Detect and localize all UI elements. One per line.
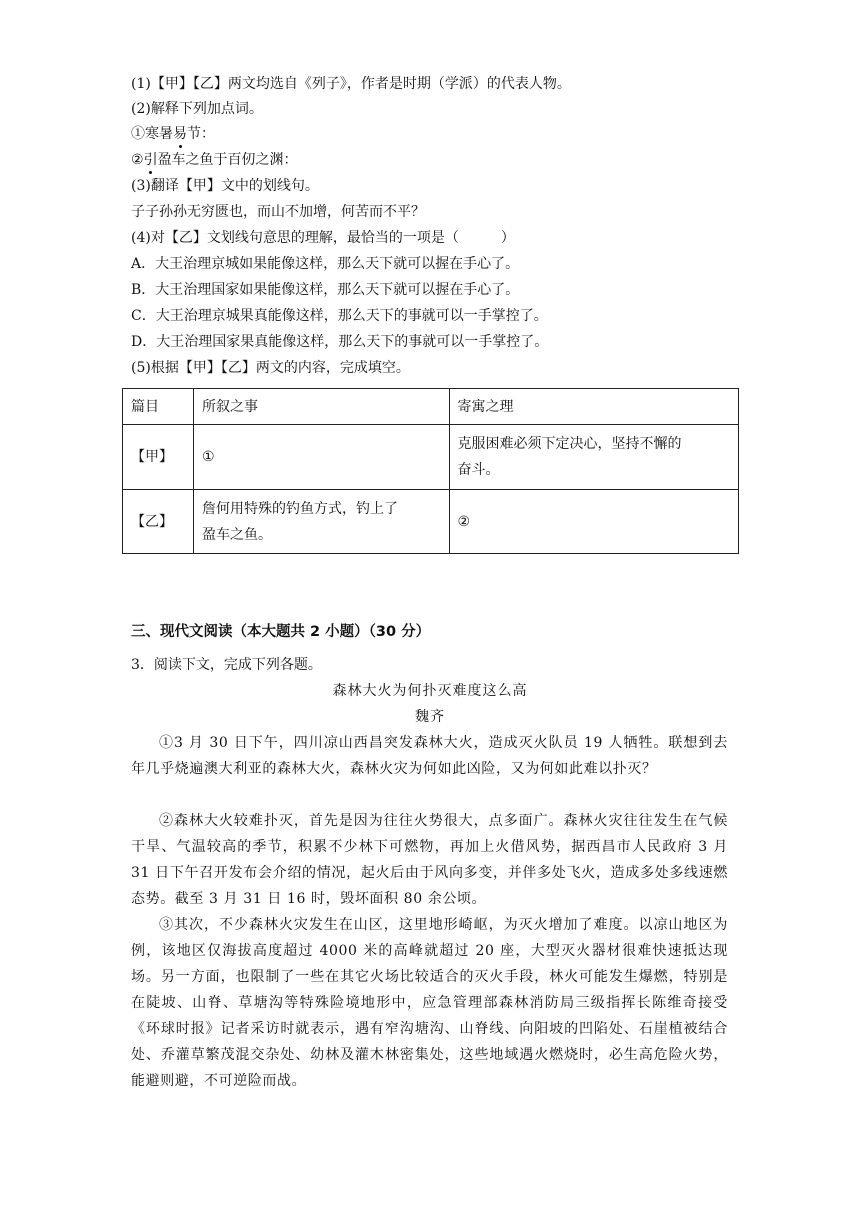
blank-2: ② — [449, 490, 738, 554]
section-title: 三、现代文阅读（本大题共 2 小题）（30 分） — [131, 624, 431, 640]
header-lesson: 寄寓之理 — [449, 389, 738, 425]
question-3-sentence: 子子孙孙无穷匮也，而山不加增，何苦而不平？ — [131, 204, 425, 220]
option-b: B．大王治理国家如果能像这样，那么天下就可以握在手心了。 — [131, 282, 520, 298]
paragraph-2: ②森林大火较难扑灭，首先是因为往往火势很大，点多面广。森林火灾往往发生在气候干旱、气温较高的季节，积累不少林下可燃物，再加上火借风势，据西昌市人民政府 3 月 31 日下午召开发布会介绍的情况，起火后由于风向多变，并伴多处飞火，造成多处多线速燃态势。截至 3 月 31 日 16 时，毁坏面积 80 余公顷。 — [131, 813, 728, 907]
dotted-word: 易 — [173, 126, 187, 142]
table-header-row — [123, 389, 739, 425]
question-3: (3)翻译【甲】文中的划线句。 — [131, 178, 319, 194]
question-2: (2)解释下列加点词。 — [131, 101, 263, 117]
question-4: (4)对【乙】文划线句意思的理解，最恰当的一项是（ ） — [131, 230, 515, 246]
row-label: 【甲】 — [123, 425, 194, 490]
event-line: 盈车之鱼。 — [201, 526, 272, 543]
lesson-line: 克服困难必须下定决心，坚持不懈的 — [457, 436, 682, 452]
option-a: A．大王治理京城如果能像这样，那么天下就可以握在手心了。 — [131, 256, 520, 272]
paragraph-3: ③其次，不少森林火灾发生在山区，这里地形崎岖，为灭火增加了难度。以凉山地区为例，该地区仅海拔高度超过 4000 米的高峰就超过 20 座，大型灭火器材很难快速抵达现场。另一方面，也限制了一些在其它火场比较适合的灭火手段，林火可能发生爆燃，特别是在陡坡、山脊、草塘沟等特殊险境地形中，应急管理部森林消防局三级指挥长陈维奇接受《环球时报》记者采访时就表示，遇有窄沟塘沟、山脊线、向阳坡的凹陷处、石崖植被结合处、乔灌草繁茂混交杂处、幼林及灌木林密集处，这些地域遇火燃烧时，必生高危险火势，能避则避，不可逆险而战。 — [131, 917, 728, 1089]
item-suffix: 节： — [187, 126, 215, 142]
header-event: 所叙之事 — [193, 389, 449, 425]
question-5: (5)根据【甲】【乙】两文的内容，完成填空。 — [131, 360, 410, 376]
fill-in-table — [122, 388, 739, 554]
blank-1: ① — [193, 425, 449, 490]
event-line: 詹何用特殊的钓鱼方式，钓上了 — [201, 500, 398, 517]
row-lesson — [449, 425, 738, 490]
paragraph-1: ①3 月 30 日下午，四川凉山西昌突发森林大火，造成灭火队员 19 人牺牲。联想到去年几乎烧遍澳大利亚的森林大火，森林火灾为何如此凶险，又为何如此难以扑灭？ — [131, 735, 728, 777]
article-author: 魏齐 — [415, 709, 445, 725]
option-d: D．大王治理国家果真能像这样，那么天下的事就可以一手掌控了。 — [131, 334, 549, 350]
row-label: 【乙】 — [123, 490, 194, 554]
question-1: (1)【甲】【乙】两文均选自《列子》，作者是时期（学派）的代表人物。 — [131, 76, 571, 92]
table-row — [123, 425, 739, 490]
header-title: 篇目 — [123, 389, 194, 425]
row-event — [193, 490, 449, 554]
question-intro: 3．阅读下文，完成下列各题。 — [131, 657, 322, 673]
item-suffix: 盈车之鱼于百仞之渊： — [157, 152, 298, 168]
table-row — [123, 490, 739, 554]
dotted-word: 引 — [143, 152, 158, 168]
option-c: C．大王治理京城果真能像这样，那么天下的事就可以一手掌控了。 — [131, 308, 548, 324]
item-prefix: ①寒暑 — [131, 126, 173, 142]
question-2-item-1 — [131, 124, 215, 144]
question-2-item-2 — [131, 150, 298, 170]
item-prefix: ② — [131, 152, 144, 168]
lesson-line: 奋斗。 — [457, 462, 500, 478]
article-title: 森林大火为何扑灭难度这么高 — [332, 683, 528, 699]
